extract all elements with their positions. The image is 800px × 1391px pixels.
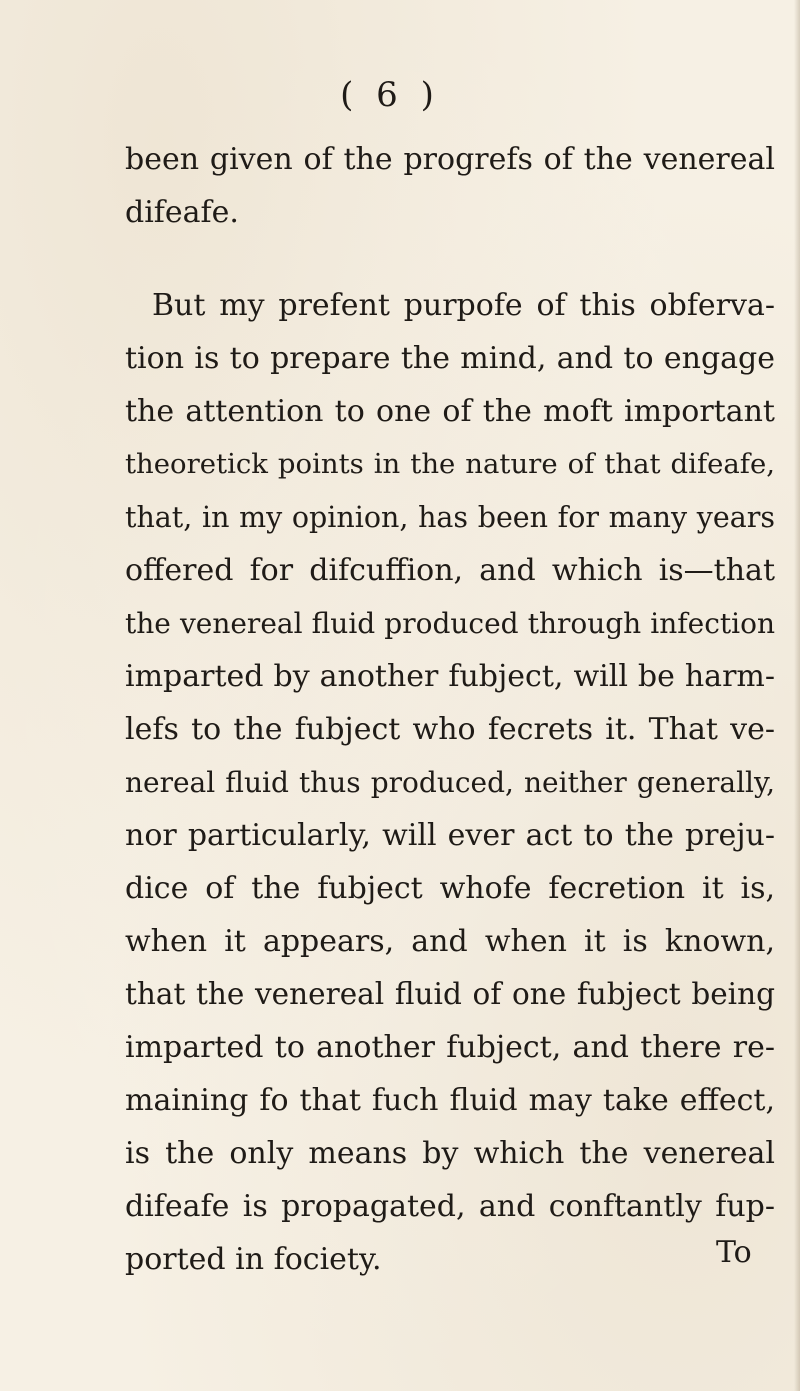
text-line: imparted to another fubject, and there re-: [125, 1030, 775, 1065]
text-line: nor particularly, will ever act to the preju-: [125, 818, 775, 853]
text-line: theoretick points in the nature of that difeafe,: [125, 448, 775, 480]
text-line: dice of the fubject whofe fecretion it is,: [125, 871, 775, 906]
text-line: difeafe.: [125, 195, 239, 230]
paragraph-2: [125, 279, 775, 1286]
body-text: [125, 133, 775, 1286]
text-line: that, in my opinion, has been for many years: [125, 501, 775, 534]
text-line: that the venereal fluid of one fubject being: [125, 977, 775, 1011]
paragraph-1: [125, 133, 775, 239]
text-line: is the only means by which the venereal: [125, 1136, 775, 1171]
page-number: ( 6 ): [340, 75, 440, 115]
paragraph-gap: [125, 239, 775, 279]
text-line: imparted by another fubject, will be harm-: [125, 659, 775, 694]
text-line: tion is to prepare the mind, and to engage: [125, 341, 775, 376]
page-edge-shadow: [794, 0, 800, 1391]
text-line: But my prefent purpofe of this obferva-: [152, 288, 775, 323]
text-line: lefs to the fubject who fecrets it. That ve-: [125, 712, 775, 747]
text-line: ported in fociety.: [125, 1242, 382, 1277]
text-line: nereal fluid thus produced, neither generally,: [125, 766, 775, 799]
text-line: the attention to one of the moft important: [125, 394, 775, 429]
text-line: maining fo that fuch fluid may take effect,: [125, 1083, 775, 1118]
text-line: been given of the progrefs of the venereal: [125, 142, 775, 177]
text-line: offered for difcuffion, and which is—that: [125, 553, 775, 588]
text-line: difeafe is propagated, and conftantly fup-: [125, 1189, 775, 1224]
text-line: when it appears, and when it is known,: [125, 924, 775, 959]
text-line: the venereal fluid produced through infection: [125, 607, 775, 640]
catchword: To: [716, 1235, 752, 1270]
